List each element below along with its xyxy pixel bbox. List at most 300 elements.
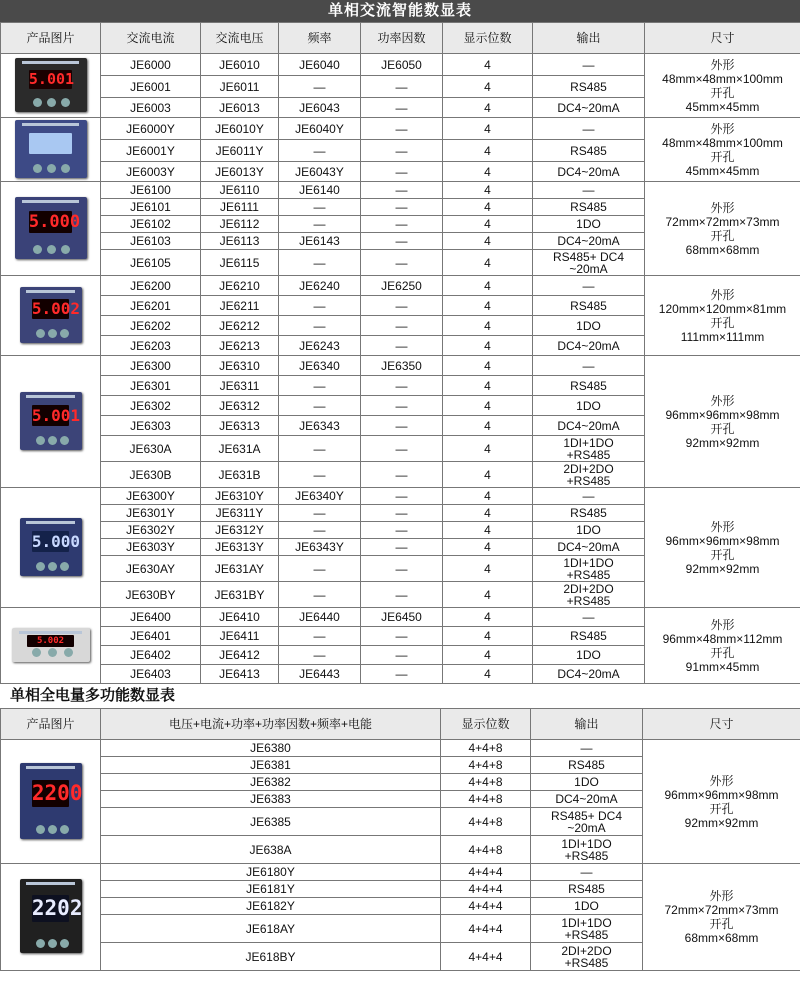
table-cell: JE6412: [201, 646, 279, 665]
meter-button: [33, 245, 42, 254]
table-cell: JE6385: [101, 808, 441, 836]
table-cell: JE6381: [101, 757, 441, 774]
table-cell: 4: [443, 505, 533, 522]
table-cell: JE6043Y: [279, 162, 361, 182]
table-cell: —: [279, 556, 361, 582]
size-line: 开孔: [710, 149, 735, 164]
size-line: 96mm×48mm×112mm: [662, 631, 783, 646]
table-cell: 4: [443, 250, 533, 276]
table-cell: —: [533, 276, 645, 296]
single-phase-ac-meter-table: [0, 22, 800, 684]
meter-label-strip: [26, 395, 76, 398]
size-line: 外形: [709, 773, 734, 788]
table-cell: JE6250: [361, 276, 443, 296]
size-line: 72mm×72mm×73mm: [665, 214, 780, 229]
table-cell: 4: [443, 436, 533, 462]
product-image-cell: [1, 488, 101, 608]
table-cell: —: [361, 556, 443, 582]
product-image-cell: [1, 182, 101, 276]
table-cell: DC4~20mA: [533, 539, 645, 556]
header-cell: 显示位数: [443, 23, 533, 54]
table-cell: —: [279, 462, 361, 488]
meter-button: [60, 436, 69, 445]
size-line: 96mm×96mm×98mm: [665, 533, 780, 548]
table-cell: JE631A: [201, 436, 279, 462]
table-cell: JE6313Y: [201, 539, 279, 556]
product-image-cell: [1, 118, 101, 182]
table-cell: —: [279, 646, 361, 665]
table-cell: —: [279, 250, 361, 276]
table-cell: 1DO: [533, 396, 645, 416]
size-line: 92mm×92mm: [685, 561, 760, 576]
size-cell: [645, 488, 800, 608]
size-line: 96mm×96mm×98mm: [664, 787, 779, 802]
table-cell: —: [361, 462, 443, 488]
size-line: 92mm×92mm: [684, 815, 759, 830]
table-cell: RS485+ DC4 ~20mA: [533, 250, 645, 276]
table-cell: —: [361, 162, 443, 182]
table-cell: —: [361, 182, 443, 199]
table-cell: JE6003Y: [101, 162, 201, 182]
table-cell: JE6310: [201, 356, 279, 376]
table-cell: —: [361, 376, 443, 396]
table-cell: JE6050: [361, 54, 443, 76]
table-cell: —: [361, 582, 443, 608]
table-cell: —: [361, 76, 443, 98]
table-cell: JE631AY: [201, 556, 279, 582]
table-cell: 4: [443, 376, 533, 396]
table-cell: RS485: [533, 76, 645, 98]
table-row: [1, 356, 800, 376]
table-cell: —: [279, 76, 361, 98]
size-line: 外形: [710, 121, 735, 136]
table-cell: 4+4+8: [441, 791, 531, 808]
meter-label-strip: [26, 882, 76, 885]
table-cell: JE6111: [201, 199, 279, 216]
table-cell: —: [361, 488, 443, 505]
meter-96x96-lcd-image: [20, 518, 82, 576]
table1-title: 单相交流智能数显表: [0, 0, 800, 22]
size-cell: [645, 118, 800, 182]
table-cell: 4: [443, 646, 533, 665]
meter-button: [48, 436, 57, 445]
header-cell: 交流电流: [101, 23, 201, 54]
table-cell: JE6013Y: [201, 162, 279, 182]
table-cell: 4: [443, 118, 533, 140]
size-line: 外形: [709, 889, 734, 903]
meter-screen: 2202: [31, 896, 83, 920]
table-cell: JE6413: [201, 665, 279, 684]
table-cell: —: [361, 316, 443, 336]
table-cell: JE6180Y: [101, 864, 441, 881]
table-cell: JE6402: [101, 646, 201, 665]
table-cell: JE6105: [101, 250, 201, 276]
table-cell: 1DI+1DO +RS485: [531, 915, 643, 943]
size-line: 外形: [710, 57, 735, 72]
table-cell: RS485: [533, 505, 645, 522]
table-cell: 4+4+4: [441, 881, 531, 898]
meter-screen: 5.000: [31, 531, 81, 551]
header-cell: 尺寸: [645, 23, 800, 54]
table-cell: JE6001Y: [101, 140, 201, 162]
table-cell: —: [533, 488, 645, 505]
table-cell: DC4~20mA: [533, 98, 645, 118]
table-cell: 4: [443, 140, 533, 162]
table-cell: JE6202: [101, 316, 201, 336]
table-cell: JE631BY: [201, 582, 279, 608]
header-cell: 频率: [279, 23, 361, 54]
size-cell: [643, 864, 800, 971]
table-cell: —: [279, 505, 361, 522]
header-cell: 电压+电流+功率+功率因数+频率+电能: [101, 709, 441, 740]
table-cell: JE638A: [101, 836, 441, 864]
table-cell: JE6010Y: [201, 118, 279, 140]
header-cell: 输出: [533, 23, 645, 54]
table-cell: JE6450: [361, 608, 443, 627]
table-cell: JE6013: [201, 98, 279, 118]
table-cell: JE630B: [101, 462, 201, 488]
meter-button: [32, 648, 41, 657]
table-cell: JE6203: [101, 336, 201, 356]
table-cell: JE6410: [201, 608, 279, 627]
table-cell: JE6011Y: [201, 140, 279, 162]
table-cell: 4: [443, 199, 533, 216]
table-cell: 4: [443, 76, 533, 98]
table-cell: JE6212: [201, 316, 279, 336]
table-cell: —: [531, 740, 643, 757]
table-cell: JE6340Y: [279, 488, 361, 505]
meter-button: [33, 164, 42, 173]
meter-96x96-led-image: [20, 392, 82, 450]
size-line: 45mm×45mm: [685, 99, 760, 114]
table-cell: —: [361, 233, 443, 250]
table-cell: 4: [443, 336, 533, 356]
table-row: [1, 182, 800, 199]
table-cell: —: [361, 436, 443, 462]
meter-button: [60, 329, 69, 338]
table-cell: 4: [443, 54, 533, 76]
table-cell: JE6300: [101, 356, 201, 376]
table-cell: —: [361, 522, 443, 539]
size-line: 68mm×68mm: [685, 242, 760, 257]
table-cell: JE6102: [101, 216, 201, 233]
meter-screen: 2200: [31, 780, 83, 805]
table-cell: —: [279, 296, 361, 316]
table-cell: RS485+ DC4 ~20mA: [531, 808, 643, 836]
table-cell: JE6380: [101, 740, 441, 757]
table-cell: JE6103: [101, 233, 201, 250]
table-cell: 4: [443, 488, 533, 505]
size-line: 96mm×96mm×98mm: [665, 407, 780, 422]
table-cell: JE6411: [201, 627, 279, 646]
table-cell: 4: [443, 396, 533, 416]
table-cell: —: [279, 140, 361, 162]
table-cell: —: [361, 627, 443, 646]
meter-label-strip: [19, 631, 81, 634]
table-cell: RS485: [533, 296, 645, 316]
meter-button: [60, 939, 69, 948]
table-cell: 4: [443, 582, 533, 608]
meter-button: [48, 562, 57, 571]
table-cell: —: [533, 608, 645, 627]
size-line: 92mm×92mm: [685, 435, 760, 450]
table-cell: 4+4+4: [441, 864, 531, 881]
meter-screen: 5.002: [27, 635, 74, 647]
table-cell: JE6213: [201, 336, 279, 356]
table-cell: JE618AY: [101, 915, 441, 943]
table-cell: —: [533, 54, 645, 76]
table-cell: 4: [443, 608, 533, 627]
table-cell: JE6140: [279, 182, 361, 199]
size-line: 外形: [710, 617, 735, 632]
meter-48x48-lcd-image: [15, 120, 87, 178]
size-line: 开孔: [710, 315, 735, 330]
meter-screen: 5.001: [28, 69, 75, 88]
table-cell: —: [279, 216, 361, 233]
table-cell: 4+4+4: [441, 943, 531, 971]
table-cell: DC4~20mA: [531, 791, 643, 808]
table-cell: JE630A: [101, 436, 201, 462]
table-cell: 4: [443, 556, 533, 582]
table-cell: JE6340: [279, 356, 361, 376]
table-cell: JE6115: [201, 250, 279, 276]
table-row: [1, 118, 800, 140]
size-line: 外形: [710, 519, 735, 534]
product-image-cell: [1, 608, 101, 684]
table-cell: 1DO: [533, 216, 645, 233]
table-cell: RS485: [533, 376, 645, 396]
size-line: 外形: [710, 200, 735, 215]
table-cell: JE6200: [101, 276, 201, 296]
table-cell: —: [361, 539, 443, 556]
table-cell: JE6311: [201, 376, 279, 396]
table-cell: —: [279, 199, 361, 216]
meter-button: [36, 329, 45, 338]
table-cell: DC4~20mA: [533, 336, 645, 356]
meter-button: [60, 825, 69, 834]
meter-96x48-led-image: [12, 628, 90, 662]
table-cell: —: [361, 396, 443, 416]
table-cell: JE6382: [101, 774, 441, 791]
table-cell: RS485: [531, 757, 643, 774]
table-cell: DC4~20mA: [533, 162, 645, 182]
table-cell: 4: [443, 356, 533, 376]
header-cell: 输出: [531, 709, 643, 740]
table-cell: JE6243: [279, 336, 361, 356]
table-cell: 4: [443, 98, 533, 118]
size-line: 开孔: [710, 645, 735, 660]
meter-button: [47, 245, 56, 254]
table-row: [1, 608, 800, 627]
table-row: [1, 488, 800, 505]
meter-button: [61, 164, 70, 173]
size-line: 111mm×111mm: [680, 329, 765, 344]
meter-button: [48, 648, 57, 657]
table-cell: —: [279, 627, 361, 646]
table-cell: JE6302: [101, 396, 201, 416]
table1-header-row: [1, 23, 800, 54]
table-cell: RS485: [533, 199, 645, 216]
single-phase-multifunction-meter-table: [0, 708, 800, 971]
table-cell: —: [361, 296, 443, 316]
size-line: 开孔: [710, 85, 735, 100]
table-cell: —: [361, 98, 443, 118]
table-cell: JE6302Y: [101, 522, 201, 539]
table-cell: DC4~20mA: [533, 233, 645, 250]
table-cell: JE6301: [101, 376, 201, 396]
table-cell: —: [361, 199, 443, 216]
table-cell: 1DI+1DO +RS485: [533, 556, 645, 582]
table-cell: 4: [443, 182, 533, 199]
table-cell: JE6010: [201, 54, 279, 76]
table-cell: JE618BY: [101, 943, 441, 971]
meter-button: [33, 98, 42, 107]
table-cell: JE6312: [201, 396, 279, 416]
meter-button: [36, 825, 45, 834]
table-cell: 1DO: [531, 898, 643, 915]
table-cell: 2DI+2DO +RS485: [531, 943, 643, 971]
table-cell: JE6040: [279, 54, 361, 76]
table-cell: JE6210: [201, 276, 279, 296]
table-cell: —: [279, 522, 361, 539]
table-cell: —: [531, 864, 643, 881]
meter-label-strip: [26, 766, 76, 769]
table-cell: JE6400: [101, 608, 201, 627]
table-cell: —: [533, 182, 645, 199]
table-cell: 4+4+8: [441, 757, 531, 774]
size-line: 48mm×48mm×100mm: [662, 135, 783, 150]
table-cell: JE6240: [279, 276, 361, 296]
size-line: 72mm×72mm×73mm: [664, 903, 779, 917]
meter-button: [61, 98, 70, 107]
table-cell: —: [361, 336, 443, 356]
size-line: 91mm×45mm: [685, 659, 760, 674]
table-cell: JE6440: [279, 608, 361, 627]
table-row: [1, 276, 800, 296]
table-cell: JE6040Y: [279, 118, 361, 140]
table-cell: JE6112: [201, 216, 279, 233]
size-line: 45mm×45mm: [685, 163, 760, 178]
meter-button: [47, 164, 56, 173]
table-cell: 1DI+1DO +RS485: [531, 836, 643, 864]
meter-label-strip: [22, 200, 80, 203]
table2-title: 单相全电量多功能数显表: [0, 684, 800, 708]
table-cell: JE630AY: [101, 556, 201, 582]
meter-48x48-led-image: [15, 58, 87, 112]
meter-72x72-multi-lcd-image: [20, 879, 82, 953]
table-cell: —: [361, 646, 443, 665]
table-cell: —: [361, 250, 443, 276]
table-cell: RS485: [533, 627, 645, 646]
table-row: [1, 864, 800, 881]
table-cell: 4+4+4: [441, 898, 531, 915]
table-cell: JE6401: [101, 627, 201, 646]
table-cell: JE6303Y: [101, 539, 201, 556]
size-line: 48mm×48mm×100mm: [662, 71, 783, 86]
size-cell: [645, 276, 800, 356]
table-row: [1, 740, 800, 757]
table-cell: JE6301Y: [101, 505, 201, 522]
meter-screen: 5.000: [28, 211, 81, 232]
header-cell: 显示位数: [441, 709, 531, 740]
table-cell: JE6000Y: [101, 118, 201, 140]
size-line: 外形: [710, 287, 735, 302]
table-cell: JE6113: [201, 233, 279, 250]
table-cell: —: [361, 140, 443, 162]
size-cell: [645, 182, 800, 276]
size-line: 开孔: [709, 917, 734, 931]
table-cell: DC4~20mA: [533, 665, 645, 684]
table-cell: 1DO: [533, 646, 645, 665]
table-cell: JE6343: [279, 416, 361, 436]
table-cell: —: [361, 665, 443, 684]
table-cell: 4: [443, 162, 533, 182]
table-cell: JE6443: [279, 665, 361, 684]
meter-button: [64, 648, 73, 657]
size-cell: [643, 740, 800, 864]
table-cell: —: [279, 582, 361, 608]
table-cell: 2DI+2DO +RS485: [533, 462, 645, 488]
meter-button: [36, 436, 45, 445]
table-cell: RS485: [531, 881, 643, 898]
table-cell: —: [533, 118, 645, 140]
table-cell: —: [279, 376, 361, 396]
table-cell: JE6403: [101, 665, 201, 684]
table-cell: 2DI+2DO +RS485: [533, 582, 645, 608]
table-cell: JE6311Y: [201, 505, 279, 522]
table-cell: JE6001: [101, 76, 201, 98]
size-cell: [645, 54, 800, 118]
meter-label-strip: [22, 61, 80, 64]
table-cell: 4: [443, 216, 533, 233]
table-cell: 1DI+1DO +RS485: [533, 436, 645, 462]
product-image-cell: [1, 276, 101, 356]
table-cell: 4: [443, 539, 533, 556]
table-cell: —: [361, 118, 443, 140]
header-cell: 产品图片: [1, 709, 101, 740]
table-cell: 4: [443, 316, 533, 336]
meter-72x72-led-image: [15, 197, 87, 259]
size-line: 68mm×68mm: [684, 931, 759, 945]
table-cell: 4: [443, 627, 533, 646]
meter-96x96-multi-led-image: [20, 763, 82, 839]
table-cell: 4: [443, 665, 533, 684]
meter-label-strip: [26, 521, 76, 524]
table-cell: JE6313: [201, 416, 279, 436]
table-cell: 4: [443, 416, 533, 436]
table-row: [1, 54, 800, 76]
table-cell: JE6211: [201, 296, 279, 316]
table-cell: —: [361, 216, 443, 233]
meter-button: [61, 245, 70, 254]
header-cell: 功率因数: [361, 23, 443, 54]
meter-label-strip: [22, 123, 80, 126]
table-cell: —: [533, 356, 645, 376]
table-cell: 4: [443, 276, 533, 296]
table-cell: JE6383: [101, 791, 441, 808]
meter-label-strip: [26, 290, 76, 293]
table-cell: RS485: [533, 140, 645, 162]
size-line: 外形: [710, 393, 735, 408]
table-cell: JE6310Y: [201, 488, 279, 505]
table-cell: JE6201: [101, 296, 201, 316]
size-cell: [645, 356, 800, 488]
table-cell: JE6312Y: [201, 522, 279, 539]
table-cell: JE6110: [201, 182, 279, 199]
header-cell: 交流电压: [201, 23, 279, 54]
header-cell: 尺寸: [643, 709, 800, 740]
product-image-cell: [1, 740, 101, 864]
